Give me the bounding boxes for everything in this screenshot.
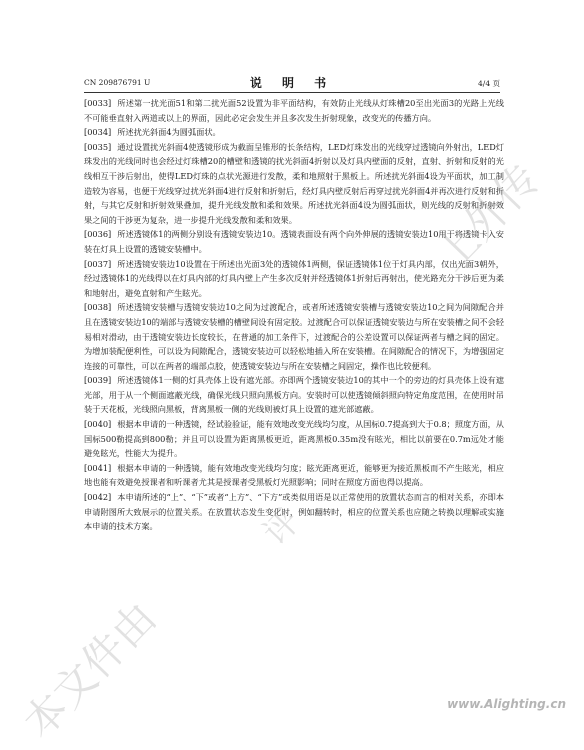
paragraph xyxy=(84,300,504,373)
paragraph-number: [0034] xyxy=(84,127,112,138)
paragraph-text: 所述透镜安装槽与透镜安装边10之间为过渡配合，或者所述透镜安装槽与透镜安装边10之间为间隙配合并且在透镜安装边10的端部与透镜安装槽的槽壁间设有固定胶。过渡配合可以保证透镜安装边与所在安装槽之间不会轻易相对滑动，由于透镜安装边长度较长，在普通的加工条件下，过渡配合的公差设置可以保证两者与槽之间的固定。为增加装配便利性，可以设为间隙配合，透镜安装边可以轻松地插入所在安装槽。在间隙配合的情况下，为增强固定连接的可靠性，可以在两者的端部点胶，使透镜安装边与所在安装槽之间固定，操作也比较便利。 xyxy=(84,302,504,371)
paragraph-text: 所述第一扰光面51和第二扰光面52设置为非平面结构，有效防止光线从灯珠槽20至出光面3的光路上光线不可能垂直射入两道或以上的界面，因此必定会发生并且多次发生折射现象，改变光的传播方向。 xyxy=(84,98,504,123)
paragraph xyxy=(84,140,504,228)
paragraph-text: 根据本申请的一种透镜，经试验验证，能有效地改变光线均匀度，从国标0.7提高到大于0.8；照度方面，从国标500勒提高到800勒；并且可以设置为距离黑板更近，距离黑板0.35m没有眩光，相比以前要在0.7m远处才能避免眩光，性能大为提升。 xyxy=(84,419,504,459)
paragraph-text: 所述透镜安装边10设置在于所述出光面3处的透镜体1两侧，保证透镜体1位于灯具内部，仅出光面3朝外，经过透镜体1的光线得以在灯具内部的灯具内壁上产生多次反射并经透镜体1折射后再射出，使光路充分干涉后更为柔和地射出，避免直射和产生眩光。 xyxy=(84,258,504,298)
page-number: 4/4 页 xyxy=(478,79,500,88)
paragraph-text: 根据本申请的一种透镜，能有效地改变光线均匀度；眩光距离更近，能够更为接近黑板而不产生眩光，相应地也能有效避免授课者和听课者尤其是授课者受黑板灯光照影响；同时在照度方面也得以提高。 xyxy=(84,462,504,488)
paragraph-number: [0038] xyxy=(84,302,112,313)
page-title: 说 明 书 xyxy=(249,76,335,90)
paragraph xyxy=(84,461,504,490)
paragraph xyxy=(84,373,504,417)
document-id: CN 209876791 U xyxy=(84,78,151,87)
document-body xyxy=(84,96,504,534)
paragraph-text: 所述透镜体1一侧的灯具壳体上设有遮光部。亦即两个透镜安装边10的其中一个的旁边的灯具壳体上设有遮光部，用于从一个侧面遮蔽光线，确保光线只照向黑板方向。安装时可以使透镜倾斜照向特定角度范围，在使用时吊装于天花板，光线照向黑板，背离黑板一侧的光线则被灯具上设置的遮光部遮蔽。 xyxy=(84,375,504,415)
paragraph-number: [0040] xyxy=(84,419,112,430)
paragraph-number: [0033] xyxy=(84,98,112,108)
paragraph-number: [0041] xyxy=(84,462,112,473)
paragraph xyxy=(84,257,504,301)
paragraph-text: 所述扰光斜面4为圆弧面状。 xyxy=(117,127,221,138)
paragraph xyxy=(84,125,504,140)
site-logo: www.Alighting.cn xyxy=(447,697,566,711)
watermark-text: 上外传 xyxy=(425,154,549,280)
paragraph-text: 所述透镜体1的两侧分别设有透镜安装边10。透镜表面设有两个向外伸展的透镜安装边10用于将透镜卡入安装在灯具上设置的透镜安装槽中。 xyxy=(84,229,504,254)
paragraph xyxy=(84,227,504,256)
paragraph-text: 本申请所述的“上”、“下”或者“上方”、“下方”或类似用语是以正常使用的放置状态而言的相对关系，亦即本申请附图所大致展示的位置关系。在放置状态发生变化时，例如翻转时，相应的位置关系也应随之转换以理解或实施本申请的技术方案。 xyxy=(84,492,504,532)
watermark-text: 评 xyxy=(255,501,309,554)
paragraph xyxy=(84,96,504,125)
paragraph xyxy=(84,417,504,461)
watermark-text: 本文件由 xyxy=(13,592,166,748)
paragraph-number: [0036] xyxy=(84,229,112,240)
page-header xyxy=(84,74,500,93)
paragraph-number: [0035] xyxy=(84,141,112,152)
paragraph-number: [0042] xyxy=(84,492,112,503)
paragraph-number: [0039] xyxy=(84,375,112,386)
paragraph-text: 通过设置扰光斜面4使透镜形成为截面呈锥形的长条结构，LED灯珠发出的光线穿过透镜向外射出，LED灯珠发出的光线同时也会经过灯珠槽20的槽壁和透镜的扰光斜面4折射以及灯具内壁面的反射，直射、折射和反射的光线相互干涉后射出，使得LED灯珠的点状光源进行发散，柔和地照射于黑板上。所述扰光斜面4设为平面状，加工制造较为容易，也便于光线穿过扰光斜面4进行反射和折射后，经灯具内壁反射后再穿过扰光斜面4并再次进行反射和折射，与其它反射和折射效果叠加，提升光线发散和柔和效果。所述扰光斜面4设为圆弧面状，则光线的反射和折射效果之间的干涉更为复杂，进一步提升光线发散和柔和效果。 xyxy=(84,141,504,225)
paragraph xyxy=(84,490,504,534)
paragraph-number: [0037] xyxy=(84,258,112,269)
